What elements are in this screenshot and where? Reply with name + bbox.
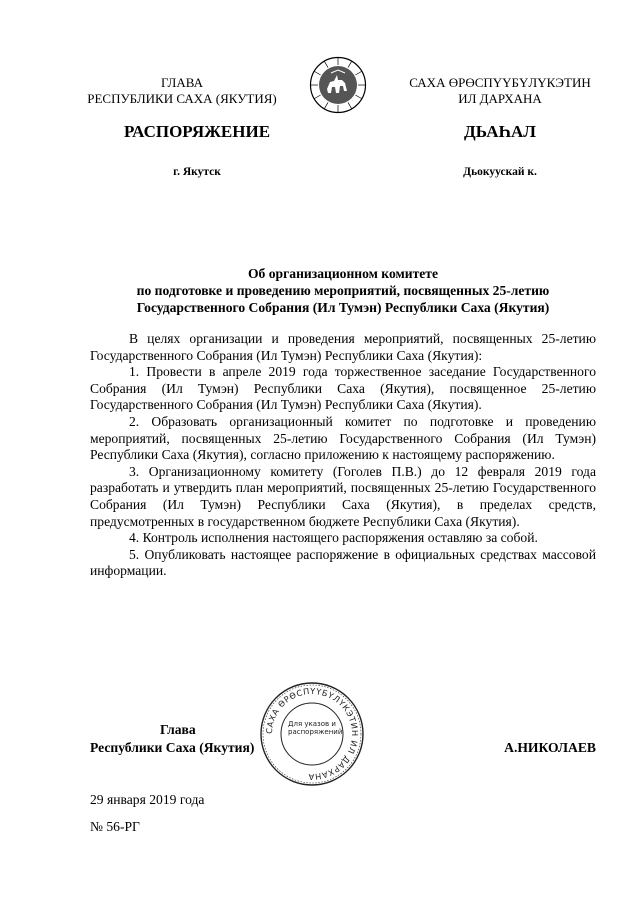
header-left-line2: РЕСПУБЛИКИ САХА (ЯКУТИЯ) xyxy=(87,91,277,106)
document-date: 29 января 2019 года xyxy=(90,792,205,807)
header-left xyxy=(62,75,302,107)
header-right xyxy=(380,75,620,107)
body-paragraph: В целях организации и проведения мероприятий, посвященных 25-летию Государственного Собрания (Ил Тумэн) Республики Саха (Якутия): xyxy=(90,331,596,363)
title-line2: по подготовке и проведению мероприятий, посвященных 25-летию xyxy=(136,282,550,298)
body-paragraph: 4. Контроль исполнения настоящего распоряжения оставляю за собой. xyxy=(129,530,538,546)
document-body xyxy=(90,331,596,580)
body-paragraph: 1. Провести в апреле 2019 года торжественное заседание Государственного Собрания (Ил Тумэн) Республики Саха (Якутия), посвященное 25-летию Государственного Собрания (Ил Тумэн) Республики Саха (Якутия). xyxy=(90,364,596,413)
header-right-line2: ИЛ ДАРХАНА xyxy=(458,91,542,106)
document-title xyxy=(88,266,598,316)
city-sakha: Дьокуускай к. xyxy=(463,166,537,178)
doc-type-sakha: ДЬАҺАЛ xyxy=(464,122,536,141)
body-paragraph: 5. Опубликовать настоящее распоряжение в официальных средствах массовой информации. xyxy=(90,546,596,579)
header-right-line1: САХА ӨРӨСПҮҮБҮЛҮКЭТИН xyxy=(409,75,591,90)
city-russian: г. Якутск xyxy=(173,166,221,178)
signature-title: Глава xyxy=(160,722,196,737)
body-paragraph: 2. Образовать организационный комитет по подготовке и проведению мероприятий, посвященных 25-летию Государственного Собрания (Ил Тумэн) Республики Саха (Якутия), согласно приложению к настоящему распоряжению. xyxy=(90,413,596,463)
document-number: № 56-РГ xyxy=(90,819,140,834)
stamp-center-text: Для указов и распоряжений xyxy=(288,720,343,736)
coat-of-arms-icon xyxy=(309,56,367,114)
title-line3: Государственного Собрания (Ил Тумэн) Республики Саха (Якутия) xyxy=(136,299,550,315)
title-line1: Об организационном комитете xyxy=(247,266,439,281)
signature-name: А.НИКОЛАЕВ xyxy=(504,740,596,755)
signature-org: Республики Саха (Якутия) xyxy=(90,740,255,755)
stamp-ring-text: САХА ӨРӨСПҮҮБҮЛҮКЭТИН ИЛ ДАРХАНА xyxy=(263,685,361,783)
header-left-line1: ГЛАВА xyxy=(161,75,203,90)
official-stamp-icon xyxy=(258,680,366,788)
body-paragraph: 3. Организационному комитету (Гоголев П.В.) до 12 февраля 2019 года разработать и утвердить план мероприятий, посвященных 25-летию Государственного Собрания (Ил Тумэн) Республики Саха (Якутия), в пределах средств, предусмотренных в государственном бюджете Республики Саха (Якутия). xyxy=(90,463,596,529)
doc-type-russian: РАСПОРЯЖЕНИЕ xyxy=(123,122,271,141)
